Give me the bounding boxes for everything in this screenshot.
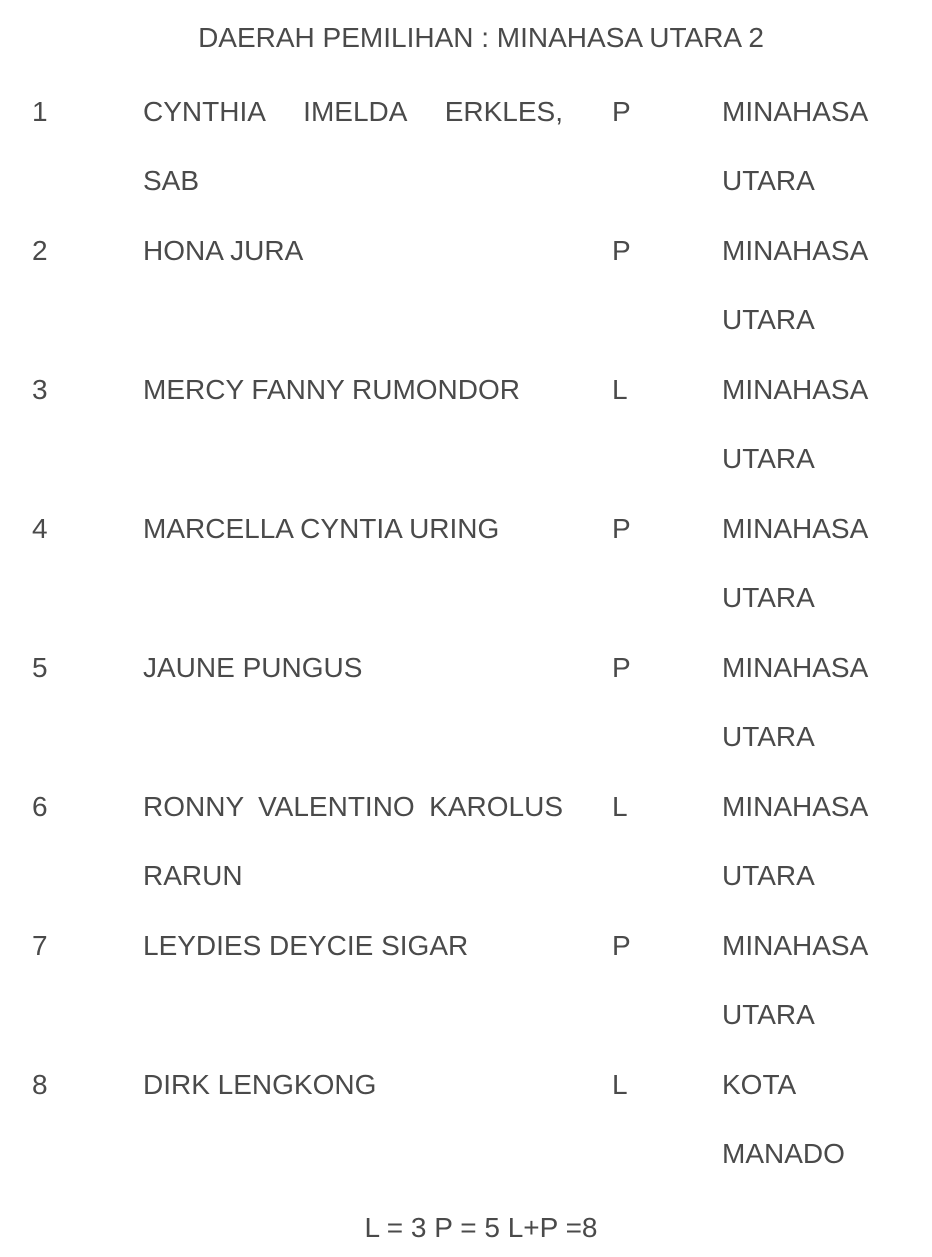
candidate-name: DIRK LENGKONG bbox=[143, 1069, 377, 1100]
row-number: 3 bbox=[32, 374, 48, 405]
row-number: 4 bbox=[32, 513, 48, 544]
candidate-list bbox=[0, 77, 932, 1189]
table-row bbox=[0, 216, 932, 355]
candidate-region: MINAHASA UTARA bbox=[722, 96, 867, 196]
candidate-gender: P bbox=[612, 235, 631, 266]
candidate-gender: L bbox=[612, 791, 628, 822]
candidate-region: MINAHASA UTARA bbox=[722, 513, 867, 613]
candidate-region: MINAHASA UTARA bbox=[722, 374, 867, 474]
candidate-region: MINAHASA UTARA bbox=[722, 791, 867, 891]
candidate-name: LEYDIES DEYCIE SIGAR bbox=[143, 930, 469, 961]
candidate-gender: P bbox=[612, 513, 631, 544]
candidate-name: JAUNE PUNGUS bbox=[143, 652, 363, 683]
candidate-name: MARCELLA CYNTIA URING bbox=[143, 513, 500, 544]
row-number: 8 bbox=[32, 1069, 48, 1100]
table-row bbox=[0, 355, 932, 494]
candidate-region: MINAHASA UTARA bbox=[722, 235, 867, 335]
row-number: 2 bbox=[32, 235, 48, 266]
district-title: DAERAH PEMILIHAN : MINAHASA UTARA 2 bbox=[198, 22, 764, 53]
table-row bbox=[0, 1050, 932, 1189]
table-row bbox=[0, 911, 932, 1050]
candidate-name: CYNTHIA IMELDA ERKLES, SAB bbox=[143, 96, 563, 196]
candidate-region: KOTA MANADO bbox=[722, 1069, 845, 1169]
candidate-gender: P bbox=[612, 96, 631, 127]
candidate-name: MERCY FANNY RUMONDOR bbox=[143, 374, 521, 405]
gender-summary: L = 3 P = 5 L+P =8 bbox=[364, 1212, 598, 1243]
candidate-region: MINAHASA UTARA bbox=[722, 652, 867, 752]
candidate-name: RONNY VALENTINO KAROLUS RARUN bbox=[143, 791, 563, 891]
row-number: 6 bbox=[32, 791, 48, 822]
table-row bbox=[0, 494, 932, 633]
candidate-gender: L bbox=[612, 1069, 628, 1100]
row-number: 1 bbox=[32, 96, 48, 127]
candidate-gender: P bbox=[612, 652, 631, 683]
table-row bbox=[0, 772, 932, 911]
table-row bbox=[0, 633, 932, 772]
row-number: 5 bbox=[32, 652, 48, 683]
table-row bbox=[0, 77, 932, 216]
row-number: 7 bbox=[32, 930, 48, 961]
candidate-name: HONA JURA bbox=[143, 235, 304, 266]
candidate-gender: L bbox=[612, 374, 628, 405]
candidate-gender: P bbox=[612, 930, 631, 961]
candidate-region: MINAHASA UTARA bbox=[722, 930, 867, 1030]
